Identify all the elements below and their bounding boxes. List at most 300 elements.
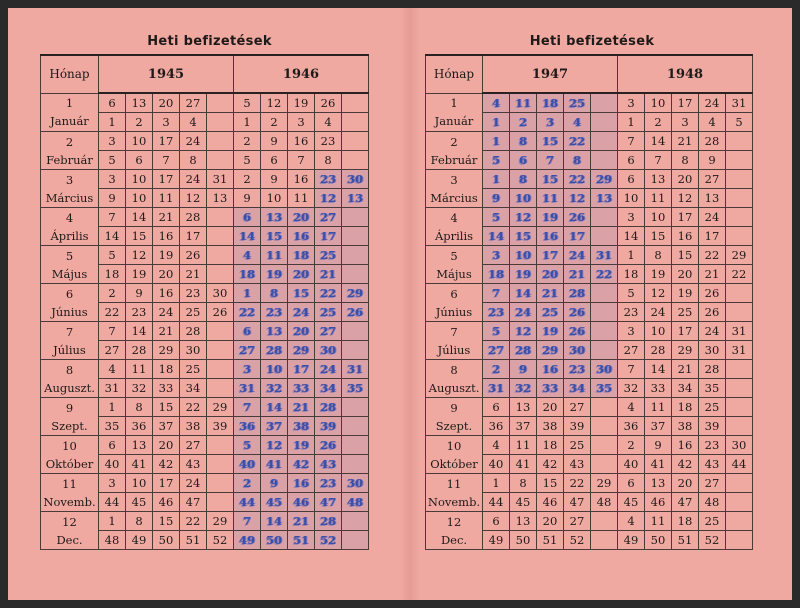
day-cell: 13: [510, 512, 537, 531]
month-number: 5: [450, 248, 458, 263]
week-number-cell: [726, 227, 753, 246]
week-number-cell: [726, 151, 753, 170]
day-cell: 29: [726, 246, 753, 265]
week-number-cell: 36: [618, 417, 645, 436]
day-cell: 27: [564, 398, 591, 417]
month-number: 7: [450, 324, 458, 339]
month-label: [426, 474, 483, 512]
day-cell: 25: [699, 398, 726, 417]
day-cell: 21: [153, 322, 180, 341]
day-cell: 10: [510, 246, 537, 265]
week-number-cell: 36: [126, 417, 153, 436]
day-cell: 7: [99, 208, 126, 227]
day-cell: 29: [207, 398, 234, 417]
day-cell: 10: [126, 132, 153, 151]
month-label: [41, 132, 99, 170]
week-number-cell: [207, 493, 234, 512]
day-cell: 1: [483, 170, 510, 189]
day-cell: 11: [261, 246, 288, 265]
day-cell: 14: [261, 398, 288, 417]
month-name: Május: [436, 266, 472, 281]
day-cell: 19: [153, 246, 180, 265]
week-number-cell: 19: [261, 265, 288, 284]
month-column-header: Hónap: [426, 55, 483, 93]
day-cell: 8: [126, 512, 153, 531]
week-number-cell: 14: [234, 227, 261, 246]
week-number-cell: 5: [99, 151, 126, 170]
month-label: [426, 322, 483, 360]
day-cell: [342, 512, 369, 531]
month-label: [426, 360, 483, 398]
week-number-cell: 7: [537, 151, 564, 170]
week-number-cell: 49: [483, 531, 510, 550]
week-number-cell: 50: [261, 531, 288, 550]
day-cell: 30: [342, 170, 369, 189]
week-number-cell: [342, 341, 369, 360]
day-cell: 24: [564, 246, 591, 265]
week-number-cell: 24: [510, 303, 537, 322]
day-cell: 15: [672, 246, 699, 265]
day-cell: [207, 208, 234, 227]
week-number-cell: 38: [288, 417, 315, 436]
day-cell: [726, 360, 753, 379]
month-label: [41, 322, 99, 360]
week-number-cell: 12: [315, 189, 342, 208]
month-name: Dec.: [440, 532, 468, 547]
week-number-cell: 1: [618, 113, 645, 132]
day-cell: [726, 132, 753, 151]
day-cell: 23: [315, 132, 342, 151]
week-number-cell: [726, 417, 753, 436]
week-number-cell: 34: [564, 379, 591, 398]
month-label: [426, 436, 483, 474]
week-number-cell: [342, 531, 369, 550]
day-cell: 7: [483, 284, 510, 303]
day-cell: 17: [672, 208, 699, 227]
week-number-cell: 47: [672, 493, 699, 512]
day-cell: 5: [234, 436, 261, 455]
month-name: Június: [435, 304, 473, 319]
week-number-cell: 32: [510, 379, 537, 398]
month-label: [41, 398, 99, 436]
week-number-cell: 22: [99, 303, 126, 322]
week-number-cell: [342, 417, 369, 436]
day-cell: 10: [126, 170, 153, 189]
week-number-cell: 18: [234, 265, 261, 284]
day-cell: 15: [288, 284, 315, 303]
day-cell: 18: [288, 246, 315, 265]
week-number-cell: 51: [672, 531, 699, 550]
day-cell: 14: [126, 322, 153, 341]
month-label: [426, 246, 483, 284]
month-name: Január: [434, 114, 474, 129]
day-cell: 30: [342, 474, 369, 493]
day-cell: 2: [618, 436, 645, 455]
day-cell: 2: [483, 360, 510, 379]
day-cell: 1: [234, 284, 261, 303]
month-name: Március: [45, 190, 94, 205]
day-cell: 30: [207, 284, 234, 303]
week-number-cell: 14: [99, 227, 126, 246]
month-number: 7: [65, 324, 74, 339]
week-number-cell: 48: [342, 493, 369, 512]
day-cell: 3: [99, 132, 126, 151]
card-fold: [400, 8, 420, 600]
day-cell: 20: [288, 208, 315, 227]
week-number-cell: 27: [483, 341, 510, 360]
week-number-cell: 35: [699, 379, 726, 398]
week-number-cell: 4: [564, 113, 591, 132]
month-name: Novemb.: [43, 494, 96, 509]
week-number-cell: 2: [510, 113, 537, 132]
day-cell: 17: [672, 322, 699, 341]
day-cell: 14: [645, 360, 672, 379]
week-number-cell: 26: [699, 303, 726, 322]
day-cell: 8: [261, 284, 288, 303]
day-cell: [207, 246, 234, 265]
week-number-cell: 33: [537, 379, 564, 398]
week-number-cell: 40: [483, 455, 510, 474]
week-number-cell: 29: [288, 341, 315, 360]
week-number-cell: 13: [207, 189, 234, 208]
month-number: 11: [62, 476, 77, 491]
day-cell: 21: [672, 360, 699, 379]
week-number-cell: 41: [645, 455, 672, 474]
week-number-cell: [207, 151, 234, 170]
week-number-cell: 34: [315, 379, 342, 398]
week-number-cell: 11: [288, 189, 315, 208]
week-number-cell: 4: [315, 113, 342, 132]
month-label: [41, 512, 99, 550]
week-number-cell: 10: [126, 189, 153, 208]
day-cell: 23: [180, 284, 207, 303]
day-cell: 5: [483, 208, 510, 227]
week-number-cell: 32: [126, 379, 153, 398]
day-cell: [207, 360, 234, 379]
week-number-cell: 49: [126, 531, 153, 550]
week-number-cell: 32: [618, 379, 645, 398]
day-cell: 27: [699, 170, 726, 189]
week-number-cell: 50: [510, 531, 537, 550]
week-number-cell: 25: [672, 303, 699, 322]
day-cell: 28: [699, 132, 726, 151]
week-number-cell: 6: [126, 151, 153, 170]
day-cell: 6: [483, 512, 510, 531]
day-cell: 12: [510, 208, 537, 227]
day-cell: 27: [564, 512, 591, 531]
day-cell: 31: [726, 322, 753, 341]
day-cell: [342, 208, 369, 227]
day-cell: 6: [618, 474, 645, 493]
day-cell: 18: [537, 93, 564, 113]
day-cell: 22: [180, 512, 207, 531]
day-cell: 28: [315, 512, 342, 531]
day-cell: 14: [645, 132, 672, 151]
week-number-cell: 47: [564, 493, 591, 512]
month-name: Novemb.: [427, 494, 481, 509]
day-cell: 2: [234, 132, 261, 151]
day-cell: 17: [288, 360, 315, 379]
month-number: 12: [62, 514, 77, 529]
day-cell: 3: [99, 170, 126, 189]
day-cell: 21: [537, 284, 564, 303]
day-cell: 22: [180, 398, 207, 417]
week-number-cell: 33: [153, 379, 180, 398]
day-cell: 13: [645, 474, 672, 493]
week-number-cell: 51: [180, 531, 207, 550]
week-number-cell: 29: [672, 341, 699, 360]
week-number-cell: 22: [234, 303, 261, 322]
week-number-cell: 18: [618, 265, 645, 284]
month-number: 9: [450, 400, 458, 415]
week-number-cell: [726, 303, 753, 322]
week-number-cell: 14: [618, 227, 645, 246]
day-cell: [342, 436, 369, 455]
month-label: [41, 284, 99, 322]
day-cell: 13: [645, 170, 672, 189]
day-cell: 27: [315, 208, 342, 227]
day-cell: 11: [645, 512, 672, 531]
day-cell: 6: [483, 398, 510, 417]
day-cell: 9: [645, 436, 672, 455]
day-cell: 25: [564, 93, 591, 113]
week-number-cell: 24: [645, 303, 672, 322]
month-label: [41, 170, 99, 208]
day-cell: 11: [645, 398, 672, 417]
week-number-cell: 5: [234, 151, 261, 170]
day-cell: 7: [99, 322, 126, 341]
month-label: [41, 360, 99, 398]
day-cell: 4: [483, 436, 510, 455]
week-number-cell: 49: [234, 531, 261, 550]
week-number-cell: [342, 227, 369, 246]
week-number-cell: 25: [315, 303, 342, 322]
day-cell: 5: [618, 284, 645, 303]
week-number-cell: 45: [126, 493, 153, 512]
week-number-cell: 39: [315, 417, 342, 436]
day-cell: 21: [288, 512, 315, 531]
week-number-cell: [591, 341, 618, 360]
week-number-cell: 27: [234, 341, 261, 360]
month-name: Január: [50, 114, 89, 129]
day-cell: [342, 93, 369, 113]
week-number-cell: 41: [126, 455, 153, 474]
week-number-cell: 39: [207, 417, 234, 436]
week-number-cell: 15: [510, 227, 537, 246]
day-cell: 16: [288, 132, 315, 151]
day-cell: 9: [510, 360, 537, 379]
week-number-cell: 33: [288, 379, 315, 398]
week-number-cell: 48: [591, 493, 618, 512]
week-number-cell: 16: [153, 227, 180, 246]
week-number-cell: 7: [645, 151, 672, 170]
week-number-cell: 35: [99, 417, 126, 436]
week-number-cell: [591, 113, 618, 132]
week-number-cell: 37: [153, 417, 180, 436]
day-cell: 15: [537, 474, 564, 493]
day-cell: 14: [261, 512, 288, 531]
day-cell: [207, 474, 234, 493]
week-number-cell: 44: [99, 493, 126, 512]
day-cell: 7: [234, 512, 261, 531]
week-number-cell: 3: [153, 113, 180, 132]
day-cell: 26: [180, 246, 207, 265]
week-number-cell: 23: [126, 303, 153, 322]
month-number: 8: [65, 362, 74, 377]
day-cell: 12: [261, 436, 288, 455]
day-cell: [726, 170, 753, 189]
week-number-cell: 46: [153, 493, 180, 512]
day-cell: 1: [99, 512, 126, 531]
week-number-cell: [207, 227, 234, 246]
week-number-cell: 22: [591, 265, 618, 284]
day-cell: 26: [564, 322, 591, 341]
week-number-cell: 44: [726, 455, 753, 474]
month-number: 8: [450, 362, 458, 377]
day-cell: 19: [672, 284, 699, 303]
week-number-cell: 28: [510, 341, 537, 360]
week-number-cell: 17: [180, 227, 207, 246]
day-cell: 17: [537, 246, 564, 265]
week-number-cell: [207, 265, 234, 284]
week-number-cell: 9: [699, 151, 726, 170]
day-cell: 14: [510, 284, 537, 303]
day-cell: [342, 322, 369, 341]
day-cell: 25: [699, 512, 726, 531]
month-name: Szept.: [435, 418, 473, 433]
week-number-cell: 6: [618, 151, 645, 170]
day-cell: 11: [510, 436, 537, 455]
week-number-cell: 26: [342, 303, 369, 322]
week-number-cell: 47: [315, 493, 342, 512]
year-header: 1945: [99, 55, 234, 93]
day-cell: 6: [99, 93, 126, 113]
day-cell: 24: [699, 322, 726, 341]
day-cell: 26: [699, 284, 726, 303]
month-number: 11: [446, 476, 462, 491]
day-cell: 3: [99, 474, 126, 493]
day-cell: 26: [564, 208, 591, 227]
week-number-cell: 31: [726, 341, 753, 360]
week-number-cell: [342, 113, 369, 132]
week-number-cell: 17: [564, 227, 591, 246]
day-cell: 21: [153, 208, 180, 227]
day-cell: [591, 436, 618, 455]
week-number-cell: 44: [483, 493, 510, 512]
day-cell: 30: [726, 436, 753, 455]
day-cell: 18: [672, 512, 699, 531]
day-cell: 24: [699, 208, 726, 227]
week-number-cell: 23: [261, 303, 288, 322]
day-cell: 8: [645, 246, 672, 265]
month-number: 10: [446, 438, 462, 453]
week-number-cell: 20: [288, 265, 315, 284]
week-number-cell: 16: [537, 227, 564, 246]
day-cell: 2: [234, 474, 261, 493]
week-number-cell: [207, 455, 234, 474]
week-number-cell: 52: [315, 531, 342, 550]
week-number-cell: 46: [645, 493, 672, 512]
week-number-cell: [591, 227, 618, 246]
week-number-cell: 9: [234, 189, 261, 208]
month-label: [426, 93, 483, 132]
week-number-cell: 9: [99, 189, 126, 208]
day-cell: 26: [315, 436, 342, 455]
day-cell: [591, 322, 618, 341]
day-cell: 7: [234, 398, 261, 417]
day-cell: 17: [153, 132, 180, 151]
week-number-cell: 7: [288, 151, 315, 170]
day-cell: 19: [537, 208, 564, 227]
week-number-cell: 22: [726, 265, 753, 284]
day-cell: 3: [618, 208, 645, 227]
day-cell: 28: [699, 360, 726, 379]
day-cell: 17: [672, 93, 699, 113]
day-cell: 6: [234, 208, 261, 227]
week-number-cell: 51: [537, 531, 564, 550]
week-number-cell: 23: [483, 303, 510, 322]
week-number-cell: 24: [153, 303, 180, 322]
day-cell: 22: [564, 170, 591, 189]
day-cell: 1: [483, 132, 510, 151]
week-number-cell: 18: [483, 265, 510, 284]
week-number-cell: 2: [261, 113, 288, 132]
month-name: Október: [430, 456, 478, 471]
day-cell: 6: [99, 436, 126, 455]
week-number-cell: 3: [288, 113, 315, 132]
day-cell: 16: [288, 474, 315, 493]
month-name: Március: [430, 190, 478, 205]
week-number-cell: [591, 417, 618, 436]
week-number-cell: 46: [288, 493, 315, 512]
day-cell: 18: [537, 436, 564, 455]
week-number-cell: 30: [315, 341, 342, 360]
week-number-cell: [591, 531, 618, 550]
week-number-cell: 4: [699, 113, 726, 132]
day-cell: 10: [645, 93, 672, 113]
day-cell: 9: [261, 474, 288, 493]
week-number-cell: 52: [699, 531, 726, 550]
week-number-cell: 11: [537, 189, 564, 208]
week-number-cell: 27: [99, 341, 126, 360]
month-name: Június: [51, 304, 88, 319]
day-cell: 11: [510, 93, 537, 113]
week-number-cell: 48: [699, 493, 726, 512]
day-cell: 3: [234, 360, 261, 379]
day-cell: 20: [153, 436, 180, 455]
day-cell: 7: [618, 360, 645, 379]
week-number-cell: [591, 151, 618, 170]
week-number-cell: 35: [591, 379, 618, 398]
day-cell: [591, 208, 618, 227]
day-cell: [342, 246, 369, 265]
day-cell: 8: [510, 132, 537, 151]
week-number-cell: 25: [180, 303, 207, 322]
day-cell: 23: [699, 436, 726, 455]
day-cell: 24: [180, 170, 207, 189]
day-cell: 31: [591, 246, 618, 265]
month-name: Április: [50, 228, 89, 243]
day-cell: 25: [180, 360, 207, 379]
month-number: 12: [446, 514, 462, 529]
day-cell: 25: [315, 246, 342, 265]
month-name: Április: [434, 228, 474, 243]
day-cell: 7: [618, 132, 645, 151]
week-number-cell: 1: [99, 113, 126, 132]
week-number-cell: 38: [537, 417, 564, 436]
week-number-cell: 8: [564, 151, 591, 170]
week-number-cell: [207, 341, 234, 360]
